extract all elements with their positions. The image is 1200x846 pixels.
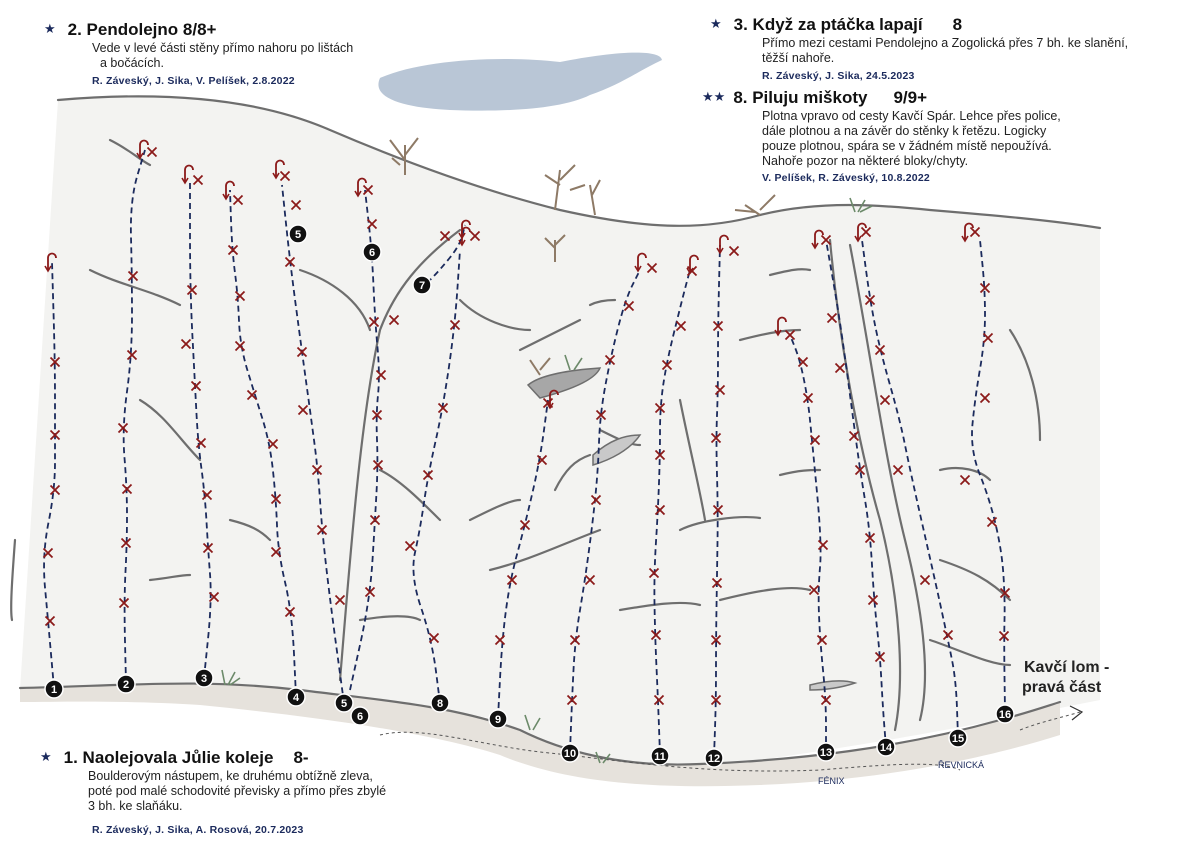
route-grade: 8 bbox=[952, 15, 963, 34]
route-desc-line: Nahoře pozor na některé bloky/chyty. bbox=[762, 154, 969, 168]
exit-arrow-head bbox=[1070, 706, 1082, 720]
route-number: 14 bbox=[879, 742, 893, 754]
route-number: 16 bbox=[998, 709, 1012, 721]
route-number-badge bbox=[195, 669, 213, 687]
rock-wall bbox=[20, 96, 1100, 764]
route-desc-line: a bočácích. bbox=[100, 56, 164, 70]
route-grade: 9/9+ bbox=[893, 88, 928, 107]
route-number-badge bbox=[335, 694, 353, 712]
route-desc-line: dále plotnou a na závěr do stěnky k řetězu. Logicky bbox=[762, 124, 1047, 138]
route-number-badge bbox=[289, 225, 307, 243]
star-icon: ★★ bbox=[702, 89, 726, 104]
route-title: 1. Naolejovala Jůlie koleje bbox=[63, 748, 274, 767]
route-info-2 bbox=[44, 20, 424, 87]
route-grade: 8- bbox=[293, 748, 309, 767]
route-number-badge bbox=[651, 747, 669, 765]
route-number-badge bbox=[877, 738, 895, 756]
route-title: 3. Když za ptáčka lapají bbox=[733, 15, 923, 34]
route-desc-line: poté pod malé schodovité převisky a přímo přes zbylé bbox=[88, 784, 387, 798]
area-name-line: Kavčí lom - bbox=[1024, 659, 1110, 676]
route-number-badge bbox=[489, 710, 507, 728]
route-number-badge bbox=[431, 694, 449, 712]
route-number: 5 bbox=[340, 698, 348, 710]
route-number: 1 bbox=[50, 684, 58, 696]
route-number-badge bbox=[817, 743, 835, 761]
route-number: 8 bbox=[436, 698, 444, 710]
route-grade: 8/8+ bbox=[182, 20, 217, 39]
star-icon: ★ bbox=[40, 749, 52, 764]
path-label-fenix: FÉNIX bbox=[818, 776, 845, 786]
route-authors: V. Pelíšek, R. Záveský, 10.8.2022 bbox=[762, 172, 930, 184]
route-authors: R. Záveský, J. Sika, V. Pelíšek, 2.8.2022 bbox=[92, 75, 295, 87]
route-number-badge bbox=[117, 675, 135, 693]
route-number-badge bbox=[45, 680, 63, 698]
route-title: 2. Pendolejno bbox=[67, 20, 179, 39]
route-number-badge bbox=[287, 688, 305, 706]
route-desc-line: pouze plotnou, spára se v žádném místě nepoužívá. bbox=[762, 139, 1052, 153]
star-icon: ★ bbox=[44, 21, 56, 36]
path-label-revnicka: ŘEVNICKÁ bbox=[938, 760, 985, 770]
route-info-8 bbox=[702, 88, 1182, 184]
route-info-3 bbox=[710, 15, 1190, 82]
route-number: 13 bbox=[819, 747, 833, 759]
route-number: 6 bbox=[356, 711, 364, 723]
route-authors: R. Záveský, J. Sika, 24.5.2023 bbox=[762, 70, 915, 82]
route-desc-line: Plotna vpravo od cesty Kavčí Spár. Lehce přes police, bbox=[762, 109, 1061, 123]
route-title: 8. Piluju miškoty bbox=[733, 88, 868, 107]
route-desc-line: Vede v levé části stěny přímo nahoru po lištách bbox=[92, 41, 354, 55]
route-number: 4 bbox=[292, 692, 300, 704]
route-number-badge bbox=[351, 707, 369, 725]
route-number-badge bbox=[996, 705, 1014, 723]
route-number-badge bbox=[949, 729, 967, 747]
route-desc-line: Přímo mezi cestami Pendolejno a Zogolická přes 7 bh. ke slanění, bbox=[762, 36, 1129, 50]
route-info-1 bbox=[40, 748, 460, 836]
route-number: 2 bbox=[122, 679, 130, 691]
route-number: 12 bbox=[707, 753, 721, 765]
route-number-badge bbox=[363, 243, 381, 261]
route-number-badge bbox=[561, 744, 579, 762]
route-number: 11 bbox=[654, 751, 666, 763]
area-name bbox=[1024, 658, 1109, 698]
route-desc-line: 3 bh. ke slaňáku. bbox=[88, 799, 183, 813]
route-desc-line: Boulderovým nástupem, ke druhému obtížně zleva, bbox=[88, 769, 373, 783]
route-desc-line: těžší nahoře. bbox=[762, 51, 835, 65]
route-number: 5 bbox=[294, 229, 302, 241]
route-number-badge bbox=[705, 749, 723, 767]
route-number: 9 bbox=[494, 714, 502, 726]
route-number: 10 bbox=[563, 748, 577, 760]
route-number: 6 bbox=[368, 247, 376, 259]
route-number: 15 bbox=[951, 733, 965, 745]
route-number: 7 bbox=[418, 280, 426, 292]
route-authors: R. Záveský, J. Sika, A. Rosová, 20.7.2023 bbox=[92, 824, 304, 836]
route-number-badge bbox=[413, 276, 431, 294]
area-name-line: pravá část bbox=[1022, 679, 1102, 696]
star-icon: ★ bbox=[710, 16, 722, 31]
route-number: 3 bbox=[200, 673, 208, 685]
